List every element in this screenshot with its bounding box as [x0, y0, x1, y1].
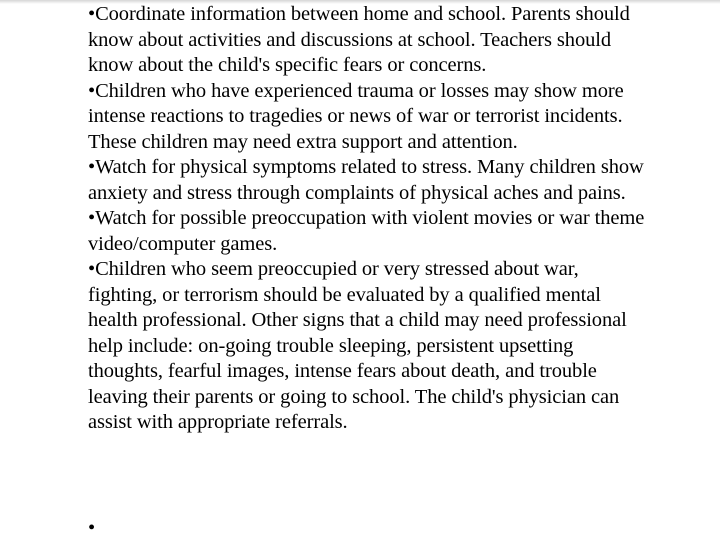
document-body — [88, 2, 648, 436]
clipped-next-line-text: • — [88, 517, 403, 539]
paragraph-violent-media: •Watch for possible preoccupation with violent movies or war theme video/computer games. — [88, 207, 645, 255]
paragraph-physical-symptoms: •Watch for physical symptoms related to stress. Many children show anxiety and stress through complaints of physical aches and pains. — [88, 156, 644, 204]
clipped-next-line — [88, 517, 403, 540]
paragraph-professional-help: •Children who seem preoccupied or very stressed about war, fighting, or terrorism should be evaluated by a qualified mental health professional. Other signs that a child may need professional help include: on-going trouble sleeping, persistent upsetting thoughts, fearful images, intense fears about death, and trouble leaving their parents or going to school. The child's physician can assist with appropriate referrals. — [88, 258, 627, 433]
paragraph-home-school-coordination: •Coordinate information between home and school. Parents should know about activities and discussions at school. Teachers should know about the child's specific fears or concerns. — [88, 3, 630, 76]
paragraph-trauma-losses: •Children who have experienced trauma or losses may show more intense reactions to tragedies or news of war or terrorist incidents. These children may need extra support and attention. — [88, 79, 624, 153]
